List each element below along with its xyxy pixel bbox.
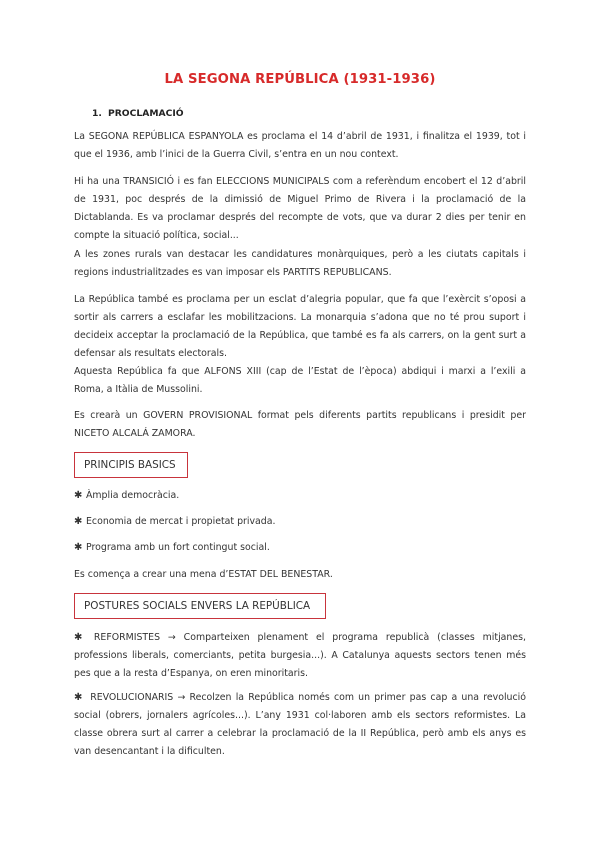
asterisk-icon: ✱ xyxy=(74,692,83,703)
asterisk-icon: ✱ xyxy=(74,490,83,501)
paragraph-estat-benestar: Es comença a crear una mena d’ESTAT DEL BENESTAR. xyxy=(74,569,333,580)
principis-basics-box: PRINCIPIS BASICS xyxy=(74,452,188,478)
list-item-text: REVOLUCIONARIS → Recolzen la República només com un primer pas cap a una revolució social (obrers, jornalers agrícoles...). L’any 1931 col·laboren amb els sectors reformistes. La classe obrera surt al carrer a celebrar la proclamació de la II República, però amb els anys es van desencantant i la dificulten. xyxy=(74,692,526,757)
section-number: 1. xyxy=(92,108,102,119)
section-label: PROCLAMACIÓ xyxy=(108,108,184,119)
paragraph-intro: La SEGONA REPÚBLICA ESPANYOLA es proclama el 14 d’abril de 1931, i finalitza el 1939, tot i que el 1936, amb l’inici de la Guerra Civil, s’entra en un nou context. xyxy=(74,131,526,160)
list-item xyxy=(74,487,179,505)
section-heading xyxy=(92,108,184,119)
paragraph-esclat-popular: La República també es proclama per un esclat d’alegria popular, que fa que l’exèrcit s’oposi a sortir als carrers a esclafar les mobilitzacions. La monarquia s’adona que no té prou suport i decideix acceptar la proclamació de la República, que també es fa als carrers, on la gent surt a defensar als resultats electorals. xyxy=(74,294,526,359)
paragraph-transicio: Hi ha una TRANSICIÓ i es fan ELECCIONS MUNICIPALS com a referèndum encobert el 12 d’abril de 1931, poc després de la dimissió de Miguel Primo de Rivera i la proclamació de la Dictablanda. Es va proclamar després del recompte de vots, que va durar 2 dies per tenir en compte la situació política, social... xyxy=(74,176,526,241)
postures-socials-box: POSTURES SOCIALS ENVERS LA REPÚBLICA xyxy=(74,593,326,619)
list-item xyxy=(74,539,270,557)
paragraph-alfons-xiii: Aquesta República fa que ALFONS XIII (cap de l’Estat de l’època) abdiqui i marxi a l’exili a Roma, a Itàlia de Mussolini. xyxy=(74,366,526,395)
list-item-text: Àmplia democràcia. xyxy=(86,490,180,501)
paragraph-zones-rurals: A les zones rurals van destacar les candidatures monàrquiques, però a les ciutats capitals i regions industrialitzades es van imposar els PARTITS REPUBLICANS. xyxy=(74,249,526,278)
list-item-revolucionaris xyxy=(74,689,526,761)
list-item-reformistes xyxy=(74,629,526,683)
paragraph-govern-provisional: Es crearà un GOVERN PROVISIONAL format pels diferents partits republicans i presidit per NICETO ALCALÁ ZAMORA. xyxy=(74,410,526,439)
asterisk-icon: ✱ xyxy=(74,516,83,527)
list-item-text: REFORMISTES → Comparteixen plenament el programa republicà (classes mitjanes, professions liberals, comerciants, petita burgesia...). A Catalunya aquests sectors tenen més pes que a la resta d’Espanya, on eren minoritaris. xyxy=(74,632,526,679)
asterisk-icon: ✱ xyxy=(74,542,83,553)
list-item-text: Economia de mercat i propietat privada. xyxy=(86,516,276,527)
page-title: LA SEGONA REPÚBLICA (1931-1936) xyxy=(164,72,436,87)
asterisk-icon: ✱ xyxy=(74,632,83,643)
list-item-text: Programa amb un fort contingut social. xyxy=(86,542,270,553)
list-item xyxy=(74,513,275,531)
